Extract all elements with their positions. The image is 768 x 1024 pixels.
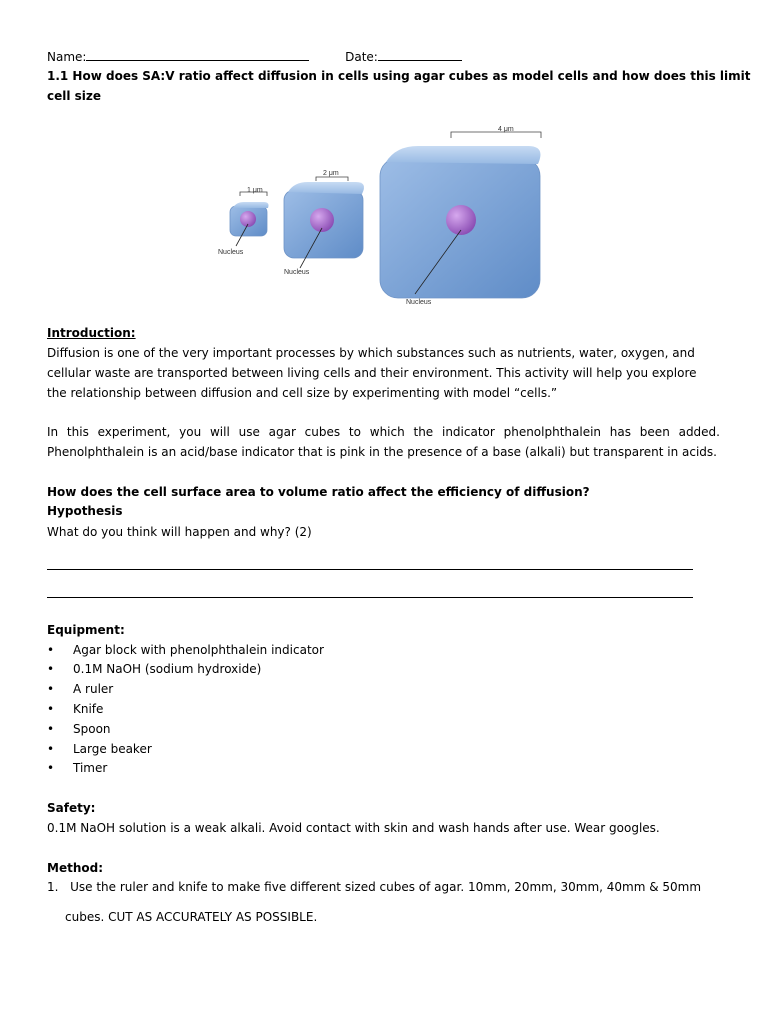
medium-dim-label: 2 μm (323, 170, 339, 177)
small-cube (230, 192, 269, 246)
equipment-item-label: 0.1M NaOH (sodium hydroxide) (73, 662, 262, 676)
bullet-marker: • (47, 643, 55, 657)
question-title-line-2: cell size (47, 89, 102, 103)
name-label: Name: (47, 50, 87, 64)
date-label: Date: (345, 50, 378, 64)
equipment-item-label: Large beaker (73, 742, 152, 756)
equipment-item-label: A ruler (73, 682, 114, 696)
hypothesis-heading: Hypothesis (47, 504, 123, 518)
intro-line-3: the relationship between diffusion and cell size by experimenting with model “cells.” (47, 386, 558, 400)
method-heading: Method: (47, 861, 103, 875)
equipment-item-label: Spoon (73, 722, 111, 736)
answer-line-1[interactable] (47, 569, 693, 570)
small-nucleus-label: Nucleus (218, 249, 244, 256)
intro-line-2: cellular waste are transported between living cells and their environment. This activity will help you explore (47, 366, 697, 380)
small-dim-label: 1 μm (247, 187, 263, 194)
step-number: 1. (47, 880, 59, 894)
equipment-item-label: Timer (73, 761, 108, 775)
method-step-1 (47, 877, 701, 897)
cell-size-figure (210, 122, 550, 312)
medium-cube (284, 177, 364, 268)
intro-para2-line-1: In this experiment, you will use agar cubes to which the indicator phenolphthalein has been added. (47, 425, 720, 439)
equipment-item-label: Knife (73, 702, 104, 716)
large-nucleus-label: Nucleus (406, 299, 432, 306)
equipment-item-label: Agar block with phenolphthalein indicator (73, 643, 324, 657)
intro-line-1: Diffusion is one of the very important processes by which substances such as nutrients, water, oxygen, and (47, 346, 695, 360)
question-title-line-1: 1.1 How does SA:V ratio affect diffusion in cells using agar cubes as model cells and how does this limit (47, 69, 751, 83)
large-dim-label: 4 μm (498, 126, 514, 133)
answer-line-2[interactable] (47, 597, 693, 598)
hypothesis-prompt: What do you think will happen and why? (2) (47, 525, 312, 539)
safety-heading: Safety: (47, 801, 96, 815)
step-text: Use the ruler and knife to make five different sized cubes of agar. 10mm, 20mm, 30mm, 40mm & 50mm (70, 880, 702, 894)
bullet-marker: • (47, 662, 55, 676)
method-step-1-continued: cubes. CUT AS ACCURATELY AS POSSIBLE. (65, 910, 318, 924)
large-cube (380, 132, 541, 298)
bullet-marker: • (47, 722, 55, 736)
bullet-marker: • (47, 682, 55, 696)
bullet-marker: • (47, 702, 55, 716)
bullet-marker: • (47, 742, 55, 756)
medium-nucleus-label: Nucleus (284, 269, 310, 276)
safety-text: 0.1M NaOH solution is a weak alkali. Avoid contact with skin and wash hands after use. Wear googles. (47, 821, 660, 835)
introduction-heading: Introduction: (47, 326, 136, 340)
equipment-heading: Equipment: (47, 623, 125, 637)
date-field[interactable] (378, 46, 462, 61)
name-field[interactable] (86, 46, 309, 61)
research-question: How does the cell surface area to volume ratio affect the efficiency of diffusion? (47, 485, 590, 499)
header-line (47, 46, 462, 67)
bullet-marker: • (47, 761, 55, 775)
intro-para2-line-2: Phenolphthalein is an acid/base indicator that is pink in the presence of a base (alkali) but transparent in acids. (47, 445, 717, 459)
